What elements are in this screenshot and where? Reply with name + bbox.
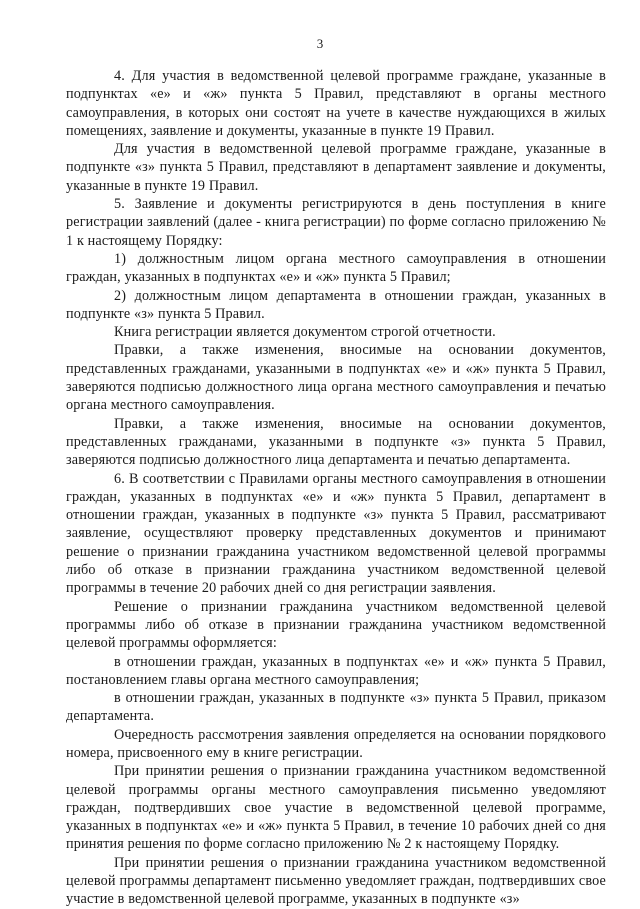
paragraph-item-6-review: 6. В соответствии с Правилами органы местного самоуправления в отношении граждан, указанных в подпунктах «е» и «ж» пункта 5 Правил, департамент в отношении граждан, указанных в подпункте «з» пункта 5 Правил, рассматривают заявление, осуществляют проверку представленных документов и принимают решение о признании гражданина участником ведомственной целевой программы либо об отказе в признании гражданина участником ведомственной целевой программы в течение 20 рабочих дней со дня регистрации заявления. xyxy=(66,470,606,597)
paragraph-notify-department: При принятии решения о признании гражданина участником ведомственной целевой программы департамент письменно уведомляет граждан, подтвердивших свое участие в ведомственной целевой программе, указанных в подпункте «з» xyxy=(66,854,606,908)
paragraph-subitem-2: 2) должностным лицом департамента в отношении граждан, указанных в подпункте «з» пункта 5 Правил. xyxy=(66,287,606,322)
paragraph-corrections-organs: Правки, а также изменения, вносимые на основании документов, представленных гражданами, указанными в подпунктах «е» и «ж» пункта 5 Правил, заверяются подписью должностного лица органа местного самоуправления и печатью органа местного самоуправления. xyxy=(66,342,606,414)
paragraph-order-of-review: Очередность рассмотрения заявления определяется на основании порядкового номера, присвоенного ему в книге регистрации. xyxy=(66,726,606,761)
paragraph-item-4-department: Для участия в ведомственной целевой программе граждане, указанные в подпункте «з» пункта 5 Правил, представляют в департамент заявление и документы, указанные в пункте 19 Правил. xyxy=(66,141,606,194)
paragraph-decision-organs: в отношении граждан, указанных в подпунктах «е» и «ж» пункта 5 Правил, постановлением главы органа местного самоуправления; xyxy=(66,653,606,688)
paragraph-decision-department: в отношении граждан, указанных в подпункте «з» пункта 5 Правил, приказом департамента. xyxy=(66,690,606,725)
paragraph-notify-organs: При принятии решения о признании гражданина участником ведомственной целевой программы органы местного самоуправления письменно уведомляют граждан, подтвердивших свое участие в ведомственной целевой программе, указанных в подпунктах «е» и «ж» пункта 5 Правил, в течение 10 рабочих дней со дня принятия решения по форме согласно приложению № 2 к настоящему Порядку. xyxy=(66,763,606,853)
paragraph-corrections-department: Правки, а также изменения, вносимые на основании документов, представленных гражданами, указанными в подпункте «з» пункта 5 Правил, заверяются подписью должностного лица департамента и печатью департамента. xyxy=(66,415,606,469)
paragraph-item-4-organs: 4. Для участия в ведомственной целевой программе граждане, указанные в подпунктах «е» и «ж» пункта 5 Правил, представляют в органы местного самоуправления, в которых они состоят на учете в качестве нуждающихся в жилых помещениях, заявление и документы, указанные в пункте 19 Правил. xyxy=(66,68,606,139)
paragraph-decision-form: Решение о признании гражданина участником ведомственной целевой программы либо об отказе в признании гражданина участником ведомственной целевой программы оформляется: xyxy=(66,598,606,652)
paragraph-item-5-registration: 5. Заявление и документы регистрируются в день поступления в книге регистрации заявлений (далее - книга регистрации) по форме согласно приложению № 1 к настоящему Порядку: xyxy=(66,196,606,249)
document-body xyxy=(66,67,606,909)
paragraph-registry-book: Книга регистрации является документом строгой отчетности. xyxy=(114,324,496,341)
page-number: 3 xyxy=(316,36,324,51)
paragraph-subitem-1: 1) должностным лицом органа местного самоуправления в отношении граждан, указанных в подпунктах «е» и «ж» пункта 5 Правил; xyxy=(66,250,606,286)
